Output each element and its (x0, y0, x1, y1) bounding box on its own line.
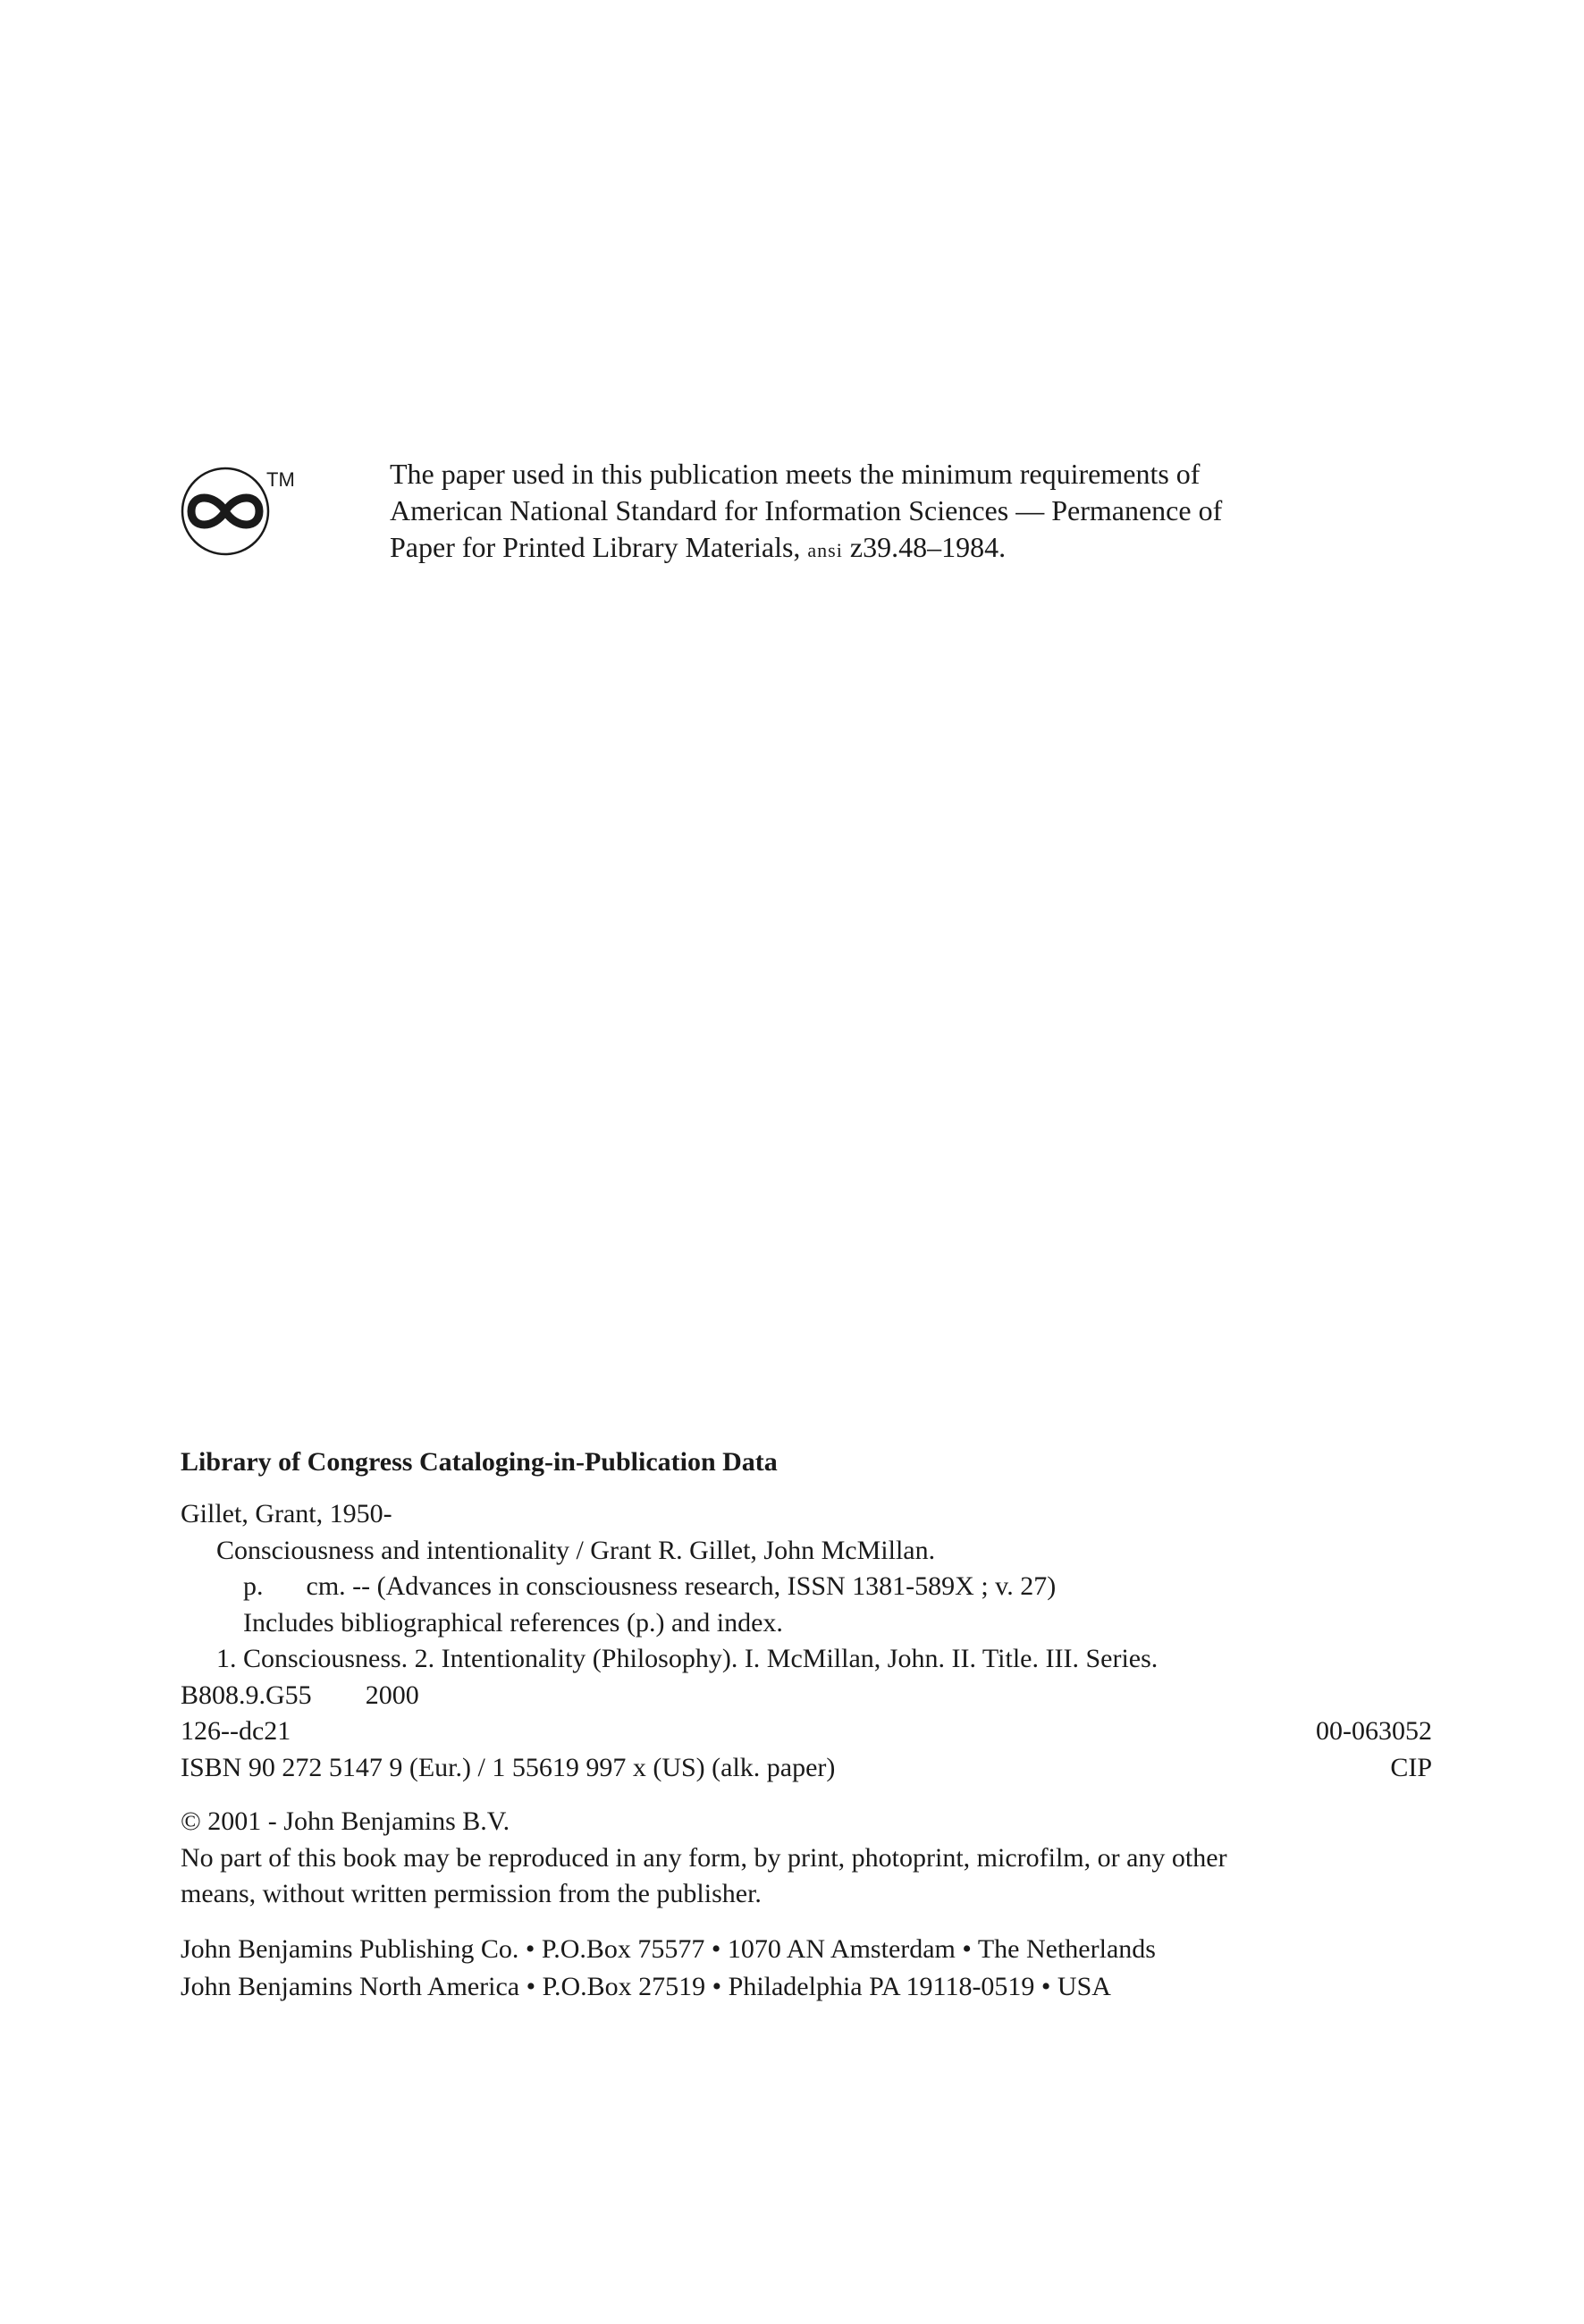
trademark-label: TM (266, 468, 295, 491)
cip-dewey-line (181, 1714, 1432, 1750)
cip-isbn-line (181, 1750, 1432, 1787)
permanence-line-3-prefix: Paper for Printed Library Materials, (390, 531, 808, 563)
paper-permanence-notice (179, 456, 1448, 572)
cip-label: CIP (1390, 1752, 1432, 1782)
cip-subjects: 1. Consciousness. 2. Intentionality (Philosophy). I. McMillan, John. II. Title. III. Series. (216, 1644, 1159, 1673)
cip-lccn: 00-063052 (1316, 1716, 1432, 1746)
publisher-addresses (181, 1931, 1432, 2006)
permanence-line-3 (390, 529, 1445, 568)
cip-isbn: ISBN 90 272 5147 9 (Eur.) / 1 55619 997 x (US) (alk. paper) (181, 1752, 836, 1782)
cip-physical-rest: cm. -- (Advances in consciousness research, ISSN 1381-589X ; v. 27) (306, 1571, 1057, 1601)
cip-dewey: 126--dc21 (181, 1716, 291, 1746)
cip-physical-p: p. (243, 1571, 264, 1601)
cip-call-number: B808.9.G55 (181, 1680, 312, 1710)
ansi-label: ansi (807, 539, 843, 561)
permanence-line-1: The paper used in this publication meets the minimum requirements of (390, 458, 1201, 490)
publisher-address-europe: John Benjamins Publishing Co. • P.O.Box 75577 • 1070 AN Amsterdam • The Netherlands (181, 1933, 1156, 1964)
copyright-line (181, 1804, 1432, 1840)
permanence-statement (390, 456, 1445, 568)
cip-call-number-line (181, 1678, 1432, 1714)
permanence-line-2: American National Standard for Information Sciences — Permanence of (390, 494, 1223, 526)
permanence-line-3-suffix: z39.48–1984. (842, 531, 1007, 563)
cip-physical-description (181, 1569, 1432, 1605)
infinity-circle-icon (179, 456, 340, 572)
cip-heading: Library of Congress Cataloging-in-Publication Data (181, 1447, 778, 1477)
copyright-notice (181, 1804, 1432, 1913)
cip-notes: Includes bibliographical references (p.) and index. (243, 1607, 783, 1638)
cip-author: Gillet, Grant, 1950- (181, 1499, 392, 1528)
rights-notice-line-1: No part of this book may be reproduced in any form, by print, photoprint, microfilm, or any other (181, 1842, 1227, 1873)
rights-notice-line-2: means, without written permission from the publisher. (181, 1879, 762, 1908)
cip-title: Consciousness and intentionality / Grant R. Gillet, John McMillan. (216, 1535, 936, 1565)
copyright-holder: 2001 - John Benjamins B.V. (207, 1806, 510, 1836)
publisher-address-north-america: John Benjamins North America • P.O.Box 27519 • Philadelphia PA 19118-0519 • USA (181, 1971, 1111, 2001)
cip-call-year: 2000 (365, 1680, 419, 1710)
cip-data-block (181, 1446, 1432, 2006)
cip-record (181, 1496, 1432, 1786)
copyright-symbol: © (181, 1806, 201, 1836)
